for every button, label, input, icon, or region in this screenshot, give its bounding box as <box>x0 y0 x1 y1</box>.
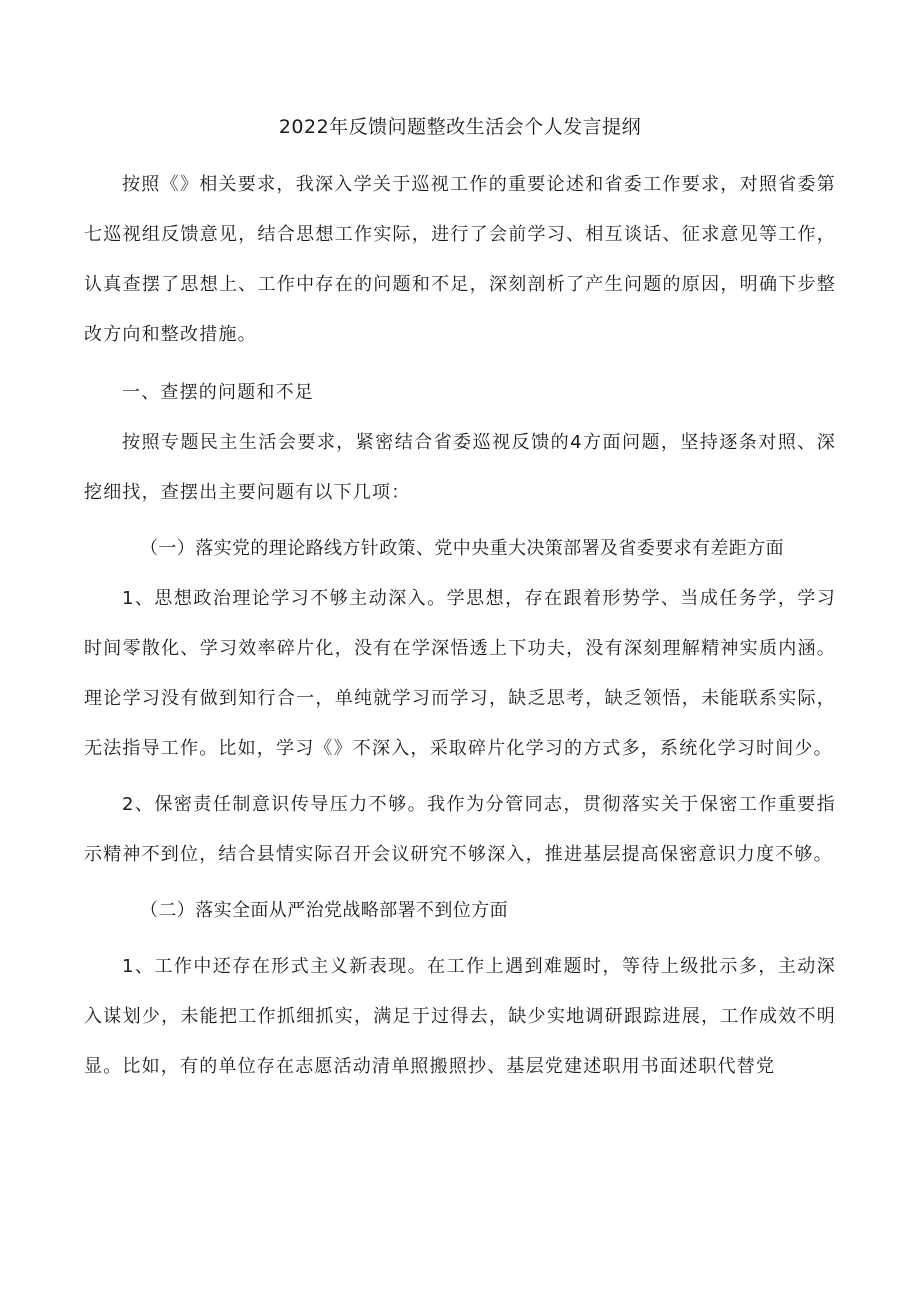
item-theory-study: 1、思想政治理论学习不够主动深入。学思想，存在跟着形势学、当成任务学，学习时间零散化、学习效率碎片化，没有在学深悟透上下功夫，没有深刻理解精神实质内涵。理论学习没有做到知行合一，单纯就学习而学习，缺乏思考，缺乏领悟，未能联系实际，无法指导工作。比如，学习《》不深入，采取碎片化学习的方式多，系统化学习时间少。 <box>84 588 836 759</box>
document-title: 2022年反馈问题整改生活会个人发言提纲 <box>278 116 642 138</box>
subsection-heading-theory: （一）落实党的理论路线方针政策、党中央重大决策部署及省委要求有差距方面 <box>140 538 784 559</box>
item-confidentiality: 2、保密责任制意识传导压力不够。我作为分管同志，贯彻落实关于保密工作重要指示精神不到位，结合县情实际召开会议研究不够深入，推进基层提高保密意识力度不够。 <box>84 794 836 865</box>
item-formalism: 1、工作中还存在形式主义新表现。在工作上遇到难题时，等待上级批示多，主动深入谋划少，未能把工作抓细抓实，满足于过得去，缺少实地调研跟踪进展，工作成效不明显。比如，有的单位存在志愿活动清单照搬照抄、基层党建述职用书面述职代替党 <box>84 956 836 1077</box>
intro-paragraph: 按照《》相关要求，我深入学关于巡视工作的重要论述和省委工作要求，对照省委第七巡视组反馈意见，结合思想工作实际，进行了会前学习、相互谈话、征求意见等工作，认真查摆了思想上、工作中存在的问题和不足，深刻剖析了产生问题的原因，明确下步整改方向和整改措施。 <box>84 174 836 345</box>
subsection-heading-party-governance: （二）落实全面从严治党战略部署不到位方面 <box>140 900 508 921</box>
section-heading-problems: 一、查摆的问题和不足 <box>122 382 314 403</box>
section-intro-paragraph: 按照专题民主生活会要求，紧密结合省委巡视反馈的4方面问题，坚持逐条对照、深挖细找，查摆出主要问题有以下几项： <box>84 432 836 503</box>
